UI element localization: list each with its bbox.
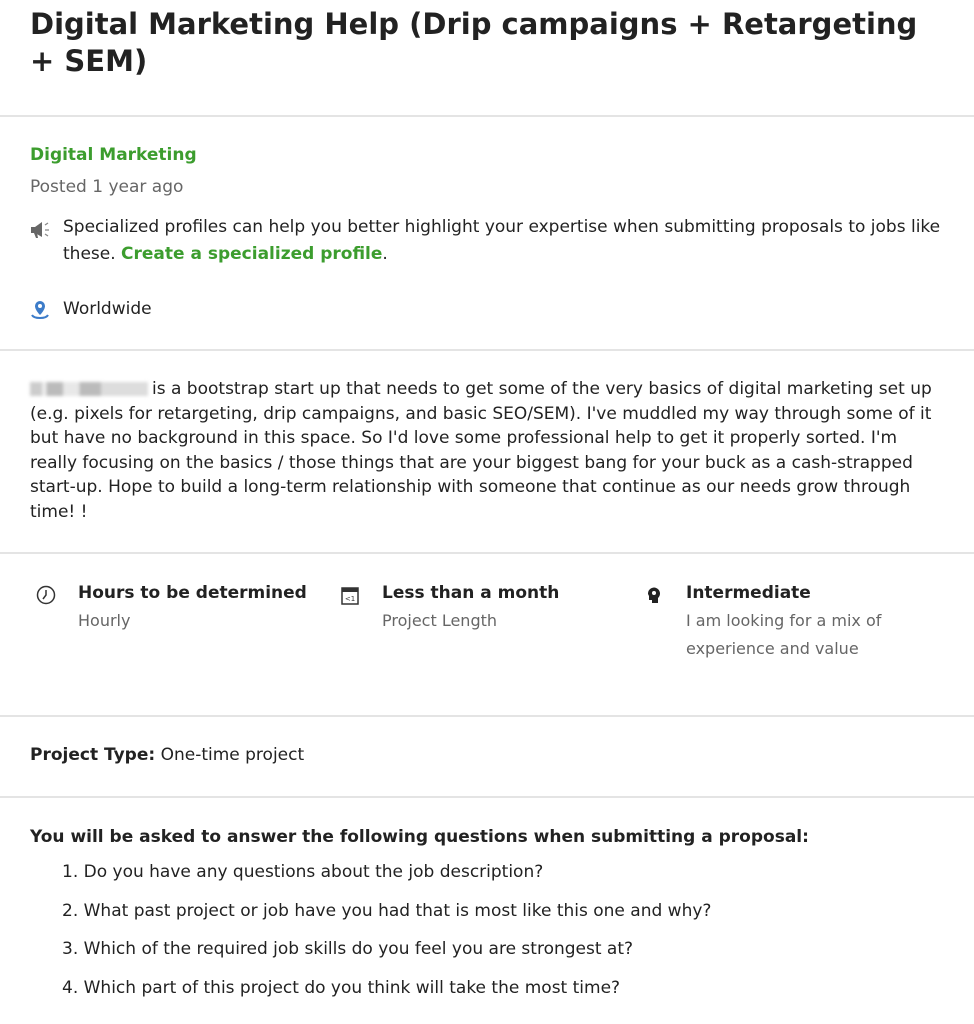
specialized-profile-notice <box>63 214 943 268</box>
description-text: is a bootstrap start up that needs to get some of the very basics of digital marketing set up (e.g. pixels for retargeting, drip campaigns, and basic SEO/SEM). I've muddled my way through some of it but have no background in this space. So I'd love some professional help to get it properly sorted. I'm really focusing on the basics / those things that are your biggest bang for your buck as a cash-strapped start-up. Hope to build a long-term relationship with someone that continue as our needs grow through time! ! <box>30 379 932 522</box>
project-type-value: One-time project <box>160 745 305 765</box>
project-type-label: Project Type: <box>30 745 156 765</box>
feature-title: Less than a month <box>382 583 560 603</box>
calendar-icon <box>340 585 360 605</box>
divider <box>0 552 974 554</box>
job-description <box>30 377 940 525</box>
questions-header: You will be asked to answer the following questions when submitting a proposal: <box>30 827 809 847</box>
category-link[interactable]: Digital Marketing <box>30 145 197 165</box>
location-pin-icon <box>30 300 50 320</box>
divider <box>0 796 974 798</box>
divider <box>0 349 974 351</box>
job-title: Digital Marketing Help (Drip campaigns + Retargeting + SEM) <box>30 7 918 78</box>
notice-text: Specialized profiles can help you better highlight your expertise when submitting proposals to jobs like these. <box>63 217 941 264</box>
create-specialized-profile-link[interactable]: Create a specialized profile <box>121 244 383 264</box>
megaphone-icon <box>30 220 52 240</box>
svg-text:<1: <1 <box>344 595 356 603</box>
feature-title: Hours to be determined <box>78 583 307 603</box>
question-item: 1. Do you have any questions about the job description? <box>62 862 544 882</box>
location: Worldwide <box>63 299 152 319</box>
divider <box>0 115 974 117</box>
question-item: 2. What past project or job have you had that is most like this one and why? <box>62 900 712 921</box>
redacted-company-name <box>30 382 148 396</box>
project-type <box>30 742 304 769</box>
feature-subtitle: Project Length <box>382 611 498 630</box>
divider <box>0 715 974 717</box>
head-gear-icon <box>644 585 664 605</box>
feature-title: Intermediate <box>686 583 811 603</box>
question-item: 3. Which of the required job skills do you feel you are strongest at? <box>62 939 634 959</box>
feature-subtitle: Hourly <box>78 611 131 630</box>
questions-list <box>62 858 711 1012</box>
notice-end: . <box>382 244 388 264</box>
posted-time: Posted 1 year ago <box>30 177 184 197</box>
question-item: 4. Which part of this project do you think will take the most time? <box>62 977 621 998</box>
feature-subtitle: I am looking for a mix of experience and value <box>686 611 882 658</box>
clock-icon <box>36 585 56 605</box>
